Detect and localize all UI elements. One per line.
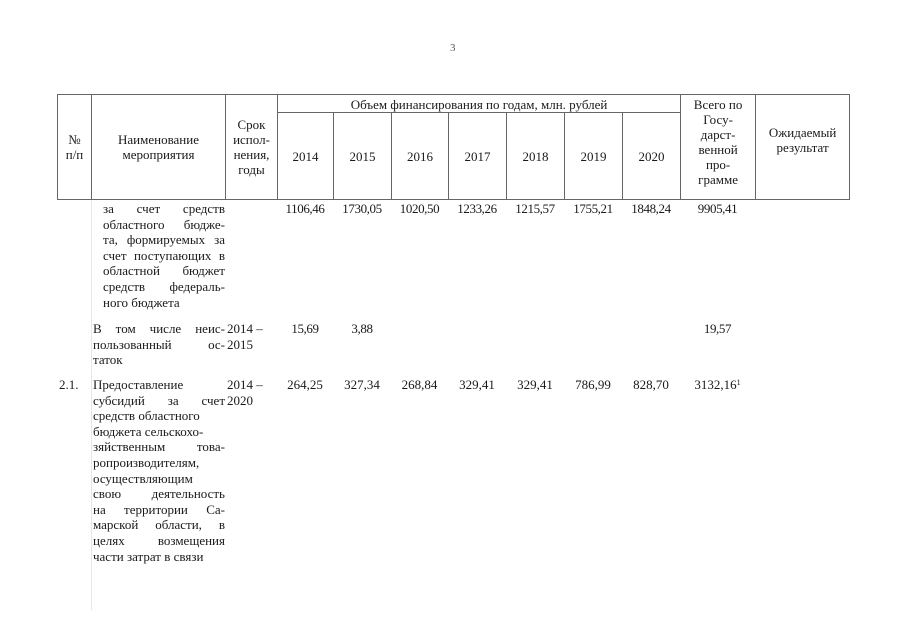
col-term-header: Срок испол- нения, годы — [226, 95, 278, 200]
row-0-name: за счет средств областного бюдже- та, формируемых за счет поступающих в областной бюджет средств федераль- ного бюджета — [103, 201, 225, 310]
col-name-header: Наименование мероприятия — [92, 95, 226, 200]
column-divider — [91, 200, 92, 610]
row-0-value-2015: 1730,05 — [342, 201, 382, 216]
col-result-header: Ожидаемый результат — [756, 95, 850, 200]
year-header: 2015 — [334, 113, 392, 200]
col-total-header: Всего по Госу- дарст- венной про- грамме — [681, 95, 756, 200]
row-1-value-2015: 3,88 — [351, 321, 373, 336]
year-header: 2017 — [449, 113, 507, 200]
year-header: 2019 — [565, 113, 623, 200]
year-header: 2018 — [507, 113, 565, 200]
row-2-total: 3132,16$^1$ — [694, 377, 741, 392]
row-0-total: 9905,41 — [697, 201, 738, 216]
row-2-value-2020: 828,70 — [633, 377, 669, 392]
table-header — [57, 94, 850, 200]
col-funding-header: Объем финансирования по годам, млн. рублей — [278, 95, 681, 113]
footnote-marker: 1 — [736, 378, 741, 387]
row-2-value-2018: 329,41 — [517, 377, 553, 392]
row-2-value-2016: 268,84 — [401, 377, 438, 392]
row-2-value-2015: 327,34 — [344, 377, 380, 392]
row-0-value-2014: 1106,46 — [285, 201, 325, 216]
row-2-value-2017: 329,41 — [459, 377, 495, 392]
row-2-term: 2014 – 2020 — [227, 377, 263, 408]
row-0-value-2020: 1848,24 — [631, 201, 671, 216]
row-1-value-2014: 15,69 — [291, 321, 319, 336]
row-2-number: 2.1. — [59, 377, 79, 392]
year-header: 2016 — [392, 113, 449, 200]
row-0-value-2018: 1215,57 — [515, 201, 555, 216]
row-0-value-2019: 1755,21 — [573, 201, 613, 216]
row-2-name: Предоставление субсидий за счет средств областного бюджета сельскохо- зяйственным това- ропроизводителям, осуществляющим свою деятельность на территории Са- марской области, в целях возмещения части затрат в связи — [93, 377, 225, 564]
year-header: 2020 — [623, 113, 681, 200]
row-2-value-2014: 264,25 — [287, 377, 323, 392]
row-1-term: 2014 – 2015 — [227, 321, 263, 352]
page-number: 3 — [450, 42, 456, 54]
row-0-value-2017: 1233,26 — [457, 201, 497, 216]
row-1-name: В том числе неис- пользованный ос- таток — [93, 321, 225, 368]
col-number-header: № п/п — [58, 95, 92, 200]
row-0-value-2016: 1020,50 — [399, 201, 440, 216]
year-header: 2014 — [278, 113, 334, 200]
row-1-total: 19,57 — [703, 321, 732, 336]
row-2-value-2019: 786,99 — [575, 377, 611, 392]
